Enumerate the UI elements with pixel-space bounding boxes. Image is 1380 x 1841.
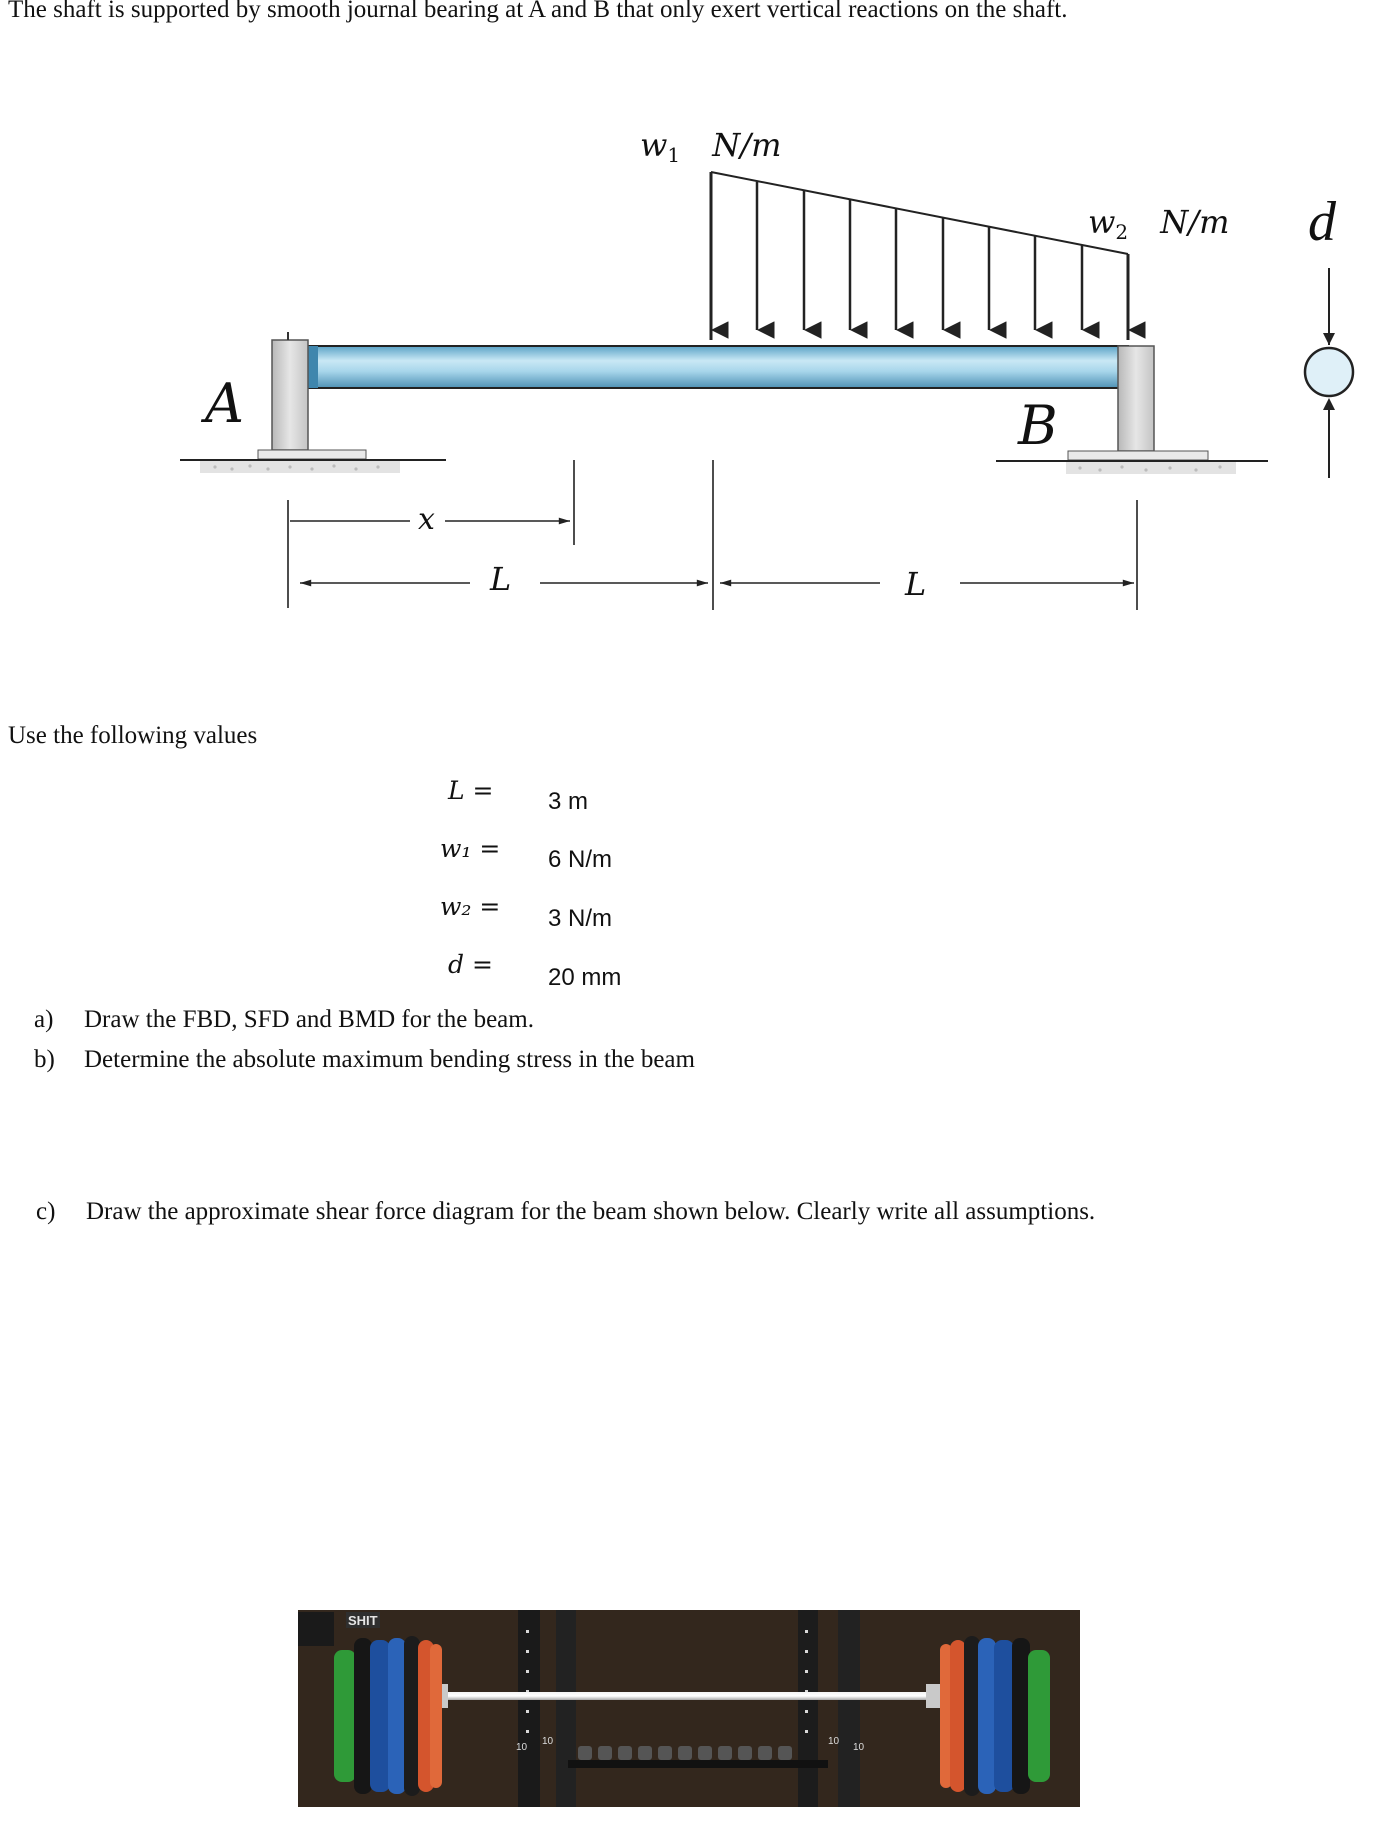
label-l-second: L — [905, 565, 927, 603]
label-l-first: L — [490, 560, 512, 598]
label-d: d — [1308, 191, 1336, 253]
question-b-text: Determine the absolute maximum bending stress in the beam — [84, 1046, 695, 1073]
w1-symbol: w — [640, 126, 668, 164]
label-w1 — [640, 126, 781, 167]
label-b: B — [1018, 394, 1058, 457]
shaft-figure — [0, 90, 1380, 630]
question-b-label: b) — [34, 1046, 55, 1073]
plate-mark: 10 — [828, 1736, 840, 1747]
symbol-l: L = — [448, 776, 494, 805]
w2-unit: N/m — [1160, 203, 1230, 241]
w1-unit: N/m — [712, 126, 782, 164]
question-c-label: c) — [36, 1198, 56, 1225]
right-plates — [940, 1636, 1050, 1796]
question-c-text: Draw the approximate shear force diagram for the beam shown below. Clearly write all assumptions. — [86, 1198, 1096, 1225]
symbol-d: d = — [448, 950, 493, 979]
left-plates — [334, 1636, 442, 1796]
value-w1: 6 N/m — [548, 846, 613, 873]
label-w2 — [1088, 203, 1229, 244]
w2-symbol: w — [1088, 203, 1116, 241]
label-x: x — [418, 502, 435, 537]
label-a: A — [205, 372, 244, 435]
value-w2: 3 N/m — [548, 905, 613, 932]
cross-section — [1305, 268, 1353, 478]
plate-mark: 10 — [516, 1742, 528, 1753]
symbol-w2: w₂ = — [440, 892, 501, 921]
plate-mark: 10 — [853, 1742, 865, 1753]
distributed-load — [711, 172, 1128, 340]
w1-subscript: 1 — [667, 143, 681, 167]
question-a-text: Draw the FBD, SFD and BMD for the beam. — [84, 1006, 534, 1033]
question-a-label: a) — [34, 1006, 54, 1033]
intro-text: The shaft is supported by smooth journal bearing at A and B that only exert vertical reactions on the shaft. — [8, 0, 1068, 23]
w2-subscript: 2 — [1115, 220, 1129, 244]
shaft — [300, 346, 1128, 388]
value-d: 20 mm — [548, 964, 622, 991]
sign-text: SHIT — [348, 1613, 378, 1628]
dimension-lines — [288, 460, 1137, 610]
value-l: 3 m — [548, 788, 589, 815]
plate-mark: 10 — [542, 1736, 554, 1747]
barbell-photo — [298, 1610, 1080, 1807]
symbol-w1: w₁ = — [440, 834, 501, 863]
values-heading: Use the following values — [8, 722, 258, 749]
